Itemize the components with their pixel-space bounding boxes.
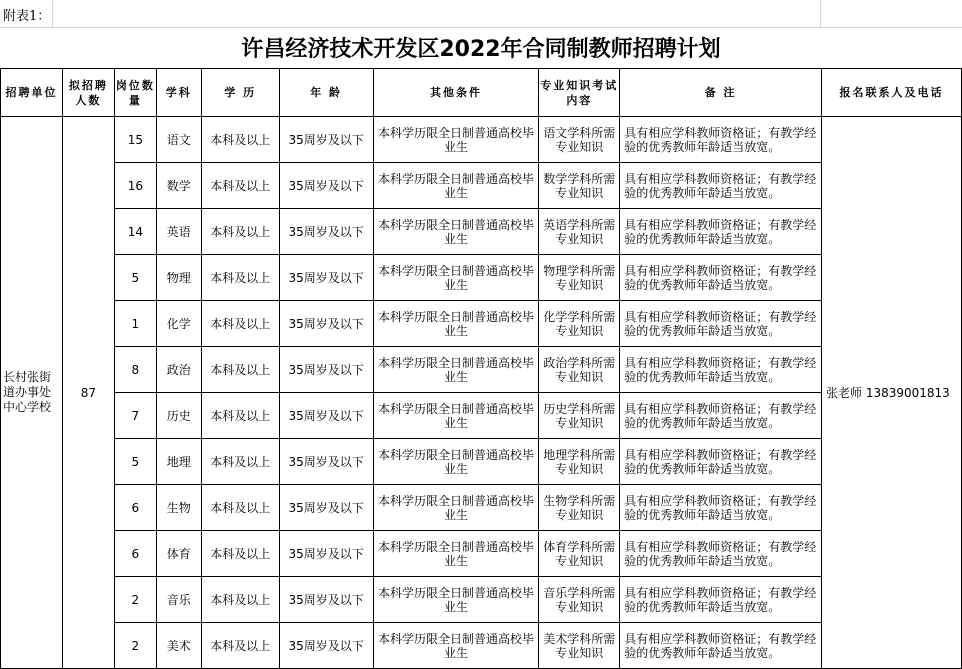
- remark-cell: 具有相应学科教师资格证；有教学经验的优秀教师年龄适当放宽。: [620, 577, 822, 623]
- education-cell: 本科及以上: [201, 347, 279, 393]
- subject-cell: 生物: [156, 485, 201, 531]
- header-education: 学 历: [201, 69, 279, 117]
- attachment-label: 附表1：: [3, 9, 51, 24]
- position-count-cell: 7: [114, 393, 156, 439]
- education-cell: 本科及以上: [201, 623, 279, 669]
- exam-content-cell: 地理学科所需专业知识: [539, 439, 620, 485]
- age-cell: 35周岁及以下: [279, 623, 373, 669]
- position-count-cell: 2: [114, 577, 156, 623]
- header-count: 岗位数量: [114, 69, 156, 117]
- table-row: [1, 347, 962, 393]
- remark-cell: 具有相应学科教师资格证；有教学经验的优秀教师年龄适当放宽。: [620, 163, 822, 209]
- age-cell: 35周岁及以下: [279, 439, 373, 485]
- age-cell: 35周岁及以下: [279, 485, 373, 531]
- header-remark: 备 注: [620, 69, 822, 117]
- remark-cell: 具有相应学科教师资格证；有教学经验的优秀教师年龄适当放宽。: [620, 439, 822, 485]
- table-row: [1, 623, 962, 669]
- other-conditions-cell: 本科学历限全日制普通高校毕业生: [373, 301, 539, 347]
- exam-content-cell: 英语学科所需专业知识: [539, 209, 620, 255]
- position-count-cell: 5: [114, 439, 156, 485]
- exam-content-cell: 生物学科所需专业知识: [539, 485, 620, 531]
- header-contact: 报名联系人及电话: [822, 69, 962, 117]
- table-row: [1, 439, 962, 485]
- page-title: 许昌经济技术开发区2022年合同制教师招聘计划: [241, 37, 721, 62]
- header-subject: 学科: [156, 69, 201, 117]
- table-body: [1, 117, 962, 669]
- education-cell: 本科及以上: [201, 439, 279, 485]
- remark-cell: 具有相应学科教师资格证；有教学经验的优秀教师年龄适当放宽。: [620, 485, 822, 531]
- remark-cell: 具有相应学科教师资格证；有教学经验的优秀教师年龄适当放宽。: [620, 347, 822, 393]
- other-conditions-cell: 本科学历限全日制普通高校毕业生: [373, 577, 539, 623]
- exam-content-cell: 化学学科所需专业知识: [539, 301, 620, 347]
- position-count-cell: 6: [114, 531, 156, 577]
- age-cell: 35周岁及以下: [279, 209, 373, 255]
- other-conditions-cell: 本科学历限全日制普通高校毕业生: [373, 163, 539, 209]
- position-count-cell: 15: [114, 117, 156, 163]
- education-cell: 本科及以上: [201, 163, 279, 209]
- position-count-cell: 5: [114, 255, 156, 301]
- header-unit: 招聘单位: [1, 69, 63, 117]
- exam-content-cell: 数学学科所需专业知识: [539, 163, 620, 209]
- remark-cell: 具有相应学科教师资格证；有教学经验的优秀教师年龄适当放宽。: [620, 255, 822, 301]
- age-cell: 35周岁及以下: [279, 347, 373, 393]
- education-cell: 本科及以上: [201, 209, 279, 255]
- exam-content-cell: 音乐学科所需专业知识: [539, 577, 620, 623]
- other-conditions-cell: 本科学历限全日制普通高校毕业生: [373, 209, 539, 255]
- subject-cell: 数学: [156, 163, 201, 209]
- subject-cell: 美术: [156, 623, 201, 669]
- exam-content-cell: 历史学科所需专业知识: [539, 393, 620, 439]
- exam-content-cell: 美术学科所需专业知识: [539, 623, 620, 669]
- remark-cell: 具有相应学科教师资格证；有教学经验的优秀教师年龄适当放宽。: [620, 209, 822, 255]
- position-count-cell: 1: [114, 301, 156, 347]
- remark-cell: 具有相应学科教师资格证；有教学经验的优秀教师年龄适当放宽。: [620, 117, 822, 163]
- subject-cell: 物理: [156, 255, 201, 301]
- other-conditions-cell: 本科学历限全日制普通高校毕业生: [373, 393, 539, 439]
- subject-cell: 英语: [156, 209, 201, 255]
- subject-cell: 体育: [156, 531, 201, 577]
- position-count-cell: 8: [114, 347, 156, 393]
- header-row: [1, 69, 962, 117]
- table-row: [1, 117, 962, 163]
- age-cell: 35周岁及以下: [279, 577, 373, 623]
- exam-content-cell: 物理学科所需专业知识: [539, 255, 620, 301]
- other-conditions-cell: 本科学历限全日制普通高校毕业生: [373, 347, 539, 393]
- other-conditions-cell: 本科学历限全日制普通高校毕业生: [373, 117, 539, 163]
- age-cell: 35周岁及以下: [279, 255, 373, 301]
- subject-cell: 音乐: [156, 577, 201, 623]
- remark-cell: 具有相应学科教师资格证；有教学经验的优秀教师年龄适当放宽。: [620, 301, 822, 347]
- education-cell: 本科及以上: [201, 301, 279, 347]
- table-row: [1, 209, 962, 255]
- header-other: 其他条件: [373, 69, 539, 117]
- age-cell: 35周岁及以下: [279, 393, 373, 439]
- header-planned: 拟招聘人数: [62, 69, 114, 117]
- education-cell: 本科及以上: [201, 393, 279, 439]
- exam-content-cell: 语文学科所需专业知识: [539, 117, 620, 163]
- recruitment-table: [0, 68, 962, 669]
- attachment-row: [0, 0, 962, 27]
- position-count-cell: 14: [114, 209, 156, 255]
- education-cell: 本科及以上: [201, 117, 279, 163]
- other-conditions-cell: 本科学历限全日制普通高校毕业生: [373, 439, 539, 485]
- table-row: [1, 531, 962, 577]
- other-conditions-cell: 本科学历限全日制普通高校毕业生: [373, 485, 539, 531]
- cell-gridline: [820, 0, 821, 27]
- unit-name-cell: 长村张街道办事处中心学校: [1, 117, 63, 669]
- position-count-cell: 6: [114, 485, 156, 531]
- other-conditions-cell: 本科学历限全日制普通高校毕业生: [373, 531, 539, 577]
- subject-cell: 化学: [156, 301, 201, 347]
- age-cell: 35周岁及以下: [279, 117, 373, 163]
- remark-cell: 具有相应学科教师资格证；有教学经验的优秀教师年龄适当放宽。: [620, 531, 822, 577]
- education-cell: 本科及以上: [201, 255, 279, 301]
- education-cell: 本科及以上: [201, 577, 279, 623]
- subject-cell: 地理: [156, 439, 201, 485]
- subject-cell: 历史: [156, 393, 201, 439]
- exam-content-cell: 政治学科所需专业知识: [539, 347, 620, 393]
- education-cell: 本科及以上: [201, 531, 279, 577]
- remark-cell: 具有相应学科教师资格证；有教学经验的优秀教师年龄适当放宽。: [620, 623, 822, 669]
- cell-gridline: [52, 0, 53, 27]
- exam-content-cell: 体育学科所需专业知识: [539, 531, 620, 577]
- position-count-cell: 2: [114, 623, 156, 669]
- header-age: 年 龄: [279, 69, 373, 117]
- header-exam: 专业知识考试内容: [539, 69, 620, 117]
- education-cell: 本科及以上: [201, 485, 279, 531]
- planned-total-cell: 87: [62, 117, 114, 669]
- table-row: [1, 485, 962, 531]
- table-row: [1, 255, 962, 301]
- age-cell: 35周岁及以下: [279, 163, 373, 209]
- remark-cell: 具有相应学科教师资格证；有教学经验的优秀教师年龄适当放宽。: [620, 393, 822, 439]
- other-conditions-cell: 本科学历限全日制普通高校毕业生: [373, 255, 539, 301]
- age-cell: 35周岁及以下: [279, 531, 373, 577]
- subject-cell: 语文: [156, 117, 201, 163]
- position-count-cell: 16: [114, 163, 156, 209]
- contact-cell: 张老师 13839001813: [822, 117, 962, 669]
- table-row: [1, 301, 962, 347]
- age-cell: 35周岁及以下: [279, 301, 373, 347]
- table-row: [1, 163, 962, 209]
- subject-cell: 政治: [156, 347, 201, 393]
- table-row: [1, 393, 962, 439]
- table-row: [1, 577, 962, 623]
- other-conditions-cell: 本科学历限全日制普通高校毕业生: [373, 623, 539, 669]
